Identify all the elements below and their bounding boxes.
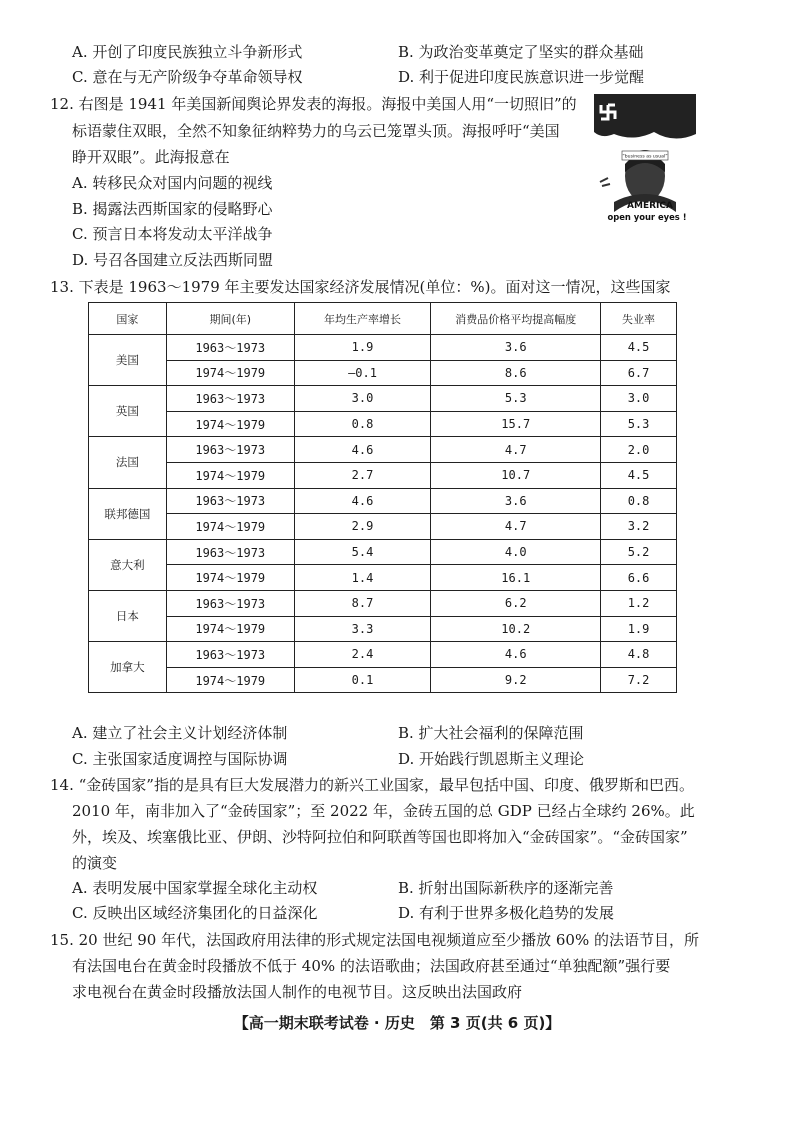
price-increase-cell: 6.2 <box>431 590 601 616</box>
q12-option-d: D. 号召各国建立反法西斯同盟 <box>72 251 274 269</box>
q13-option-b: B. 扩大社会福利的保障范围 <box>398 724 584 742</box>
q14-stem-line-1: 14. “金砖国家”指的是具有巨大发展潜力的新兴工业国家，最早包括中国、印度、俄罗斯和巴西。 <box>50 776 694 794</box>
period-cell: 1963～1973 <box>166 539 294 565</box>
q15-stem-line-2: 有法国电台在黄金时段播放不低于 40% 的法语歌曲；法国政府甚至通过“单独配额”强行要 <box>72 957 671 975</box>
q15-stem-line-3: 求电视台在黄金时段播放法国人制作的电视节目。这反映出法国政府 <box>72 983 523 1001</box>
productivity-growth-cell: 8.7 <box>294 590 431 616</box>
q12-option-c: C. 预言日本将发动太平洋战争 <box>72 225 273 243</box>
price-increase-cell: 10.7 <box>431 462 601 488</box>
productivity-growth-cell: 0.1 <box>294 667 431 693</box>
poster-caption-open-eyes: open your eyes ! <box>607 212 687 222</box>
q14-stem-line-3: 外，埃及、埃塞俄比亚、伊朗、沙特阿拉伯和阿联酋等国也即将加入“金砖国家”。“金砖国家” <box>72 828 688 846</box>
period-cell: 1963～1973 <box>166 642 294 668</box>
price-increase-cell: 4.6 <box>431 642 601 668</box>
country-cell: 美国 <box>89 335 167 386</box>
q13-option-d: D. 开始践行凯恩斯主义理论 <box>398 750 585 768</box>
table-row <box>89 642 677 668</box>
header-unemployment-rate: 失业率 <box>601 303 677 335</box>
unemployment-cell: 4.5 <box>601 335 677 361</box>
unemployment-cell: 1.2 <box>601 590 677 616</box>
q12-stem-line-1: 12. 右图是 1941 年美国新闻舆论界发表的海报。海报中美国人用“一切照旧”的 <box>50 95 577 113</box>
period-cell: 1974～1979 <box>166 411 294 437</box>
header-consumer-price-increase: 消费品价格平均提高幅度 <box>431 303 601 335</box>
productivity-growth-cell: 3.0 <box>294 386 431 412</box>
productivity-growth-cell: 2.4 <box>294 642 431 668</box>
productivity-growth-cell: 4.6 <box>294 437 431 463</box>
header-period: 期间(年) <box>166 303 294 335</box>
country-cell: 法国 <box>89 437 167 488</box>
unemployment-cell: 3.2 <box>601 514 677 540</box>
q12-stem-line-3: 睁开双眼”。此海报意在 <box>72 148 230 166</box>
q14-option-d: D. 有利于世界多极化趋势的发展 <box>398 904 615 922</box>
america-open-your-eyes-poster <box>594 94 696 226</box>
unemployment-cell: 1.9 <box>601 616 677 642</box>
economic-data-table <box>88 302 677 693</box>
table-row <box>89 411 677 437</box>
country-cell: 加拿大 <box>89 642 167 693</box>
price-increase-cell: 5.3 <box>431 386 601 412</box>
price-increase-cell: 4.7 <box>431 437 601 463</box>
header-productivity-growth: 年均生产率增长 <box>294 303 431 335</box>
price-increase-cell: 16.1 <box>431 565 601 591</box>
unemployment-cell: 5.2 <box>601 539 677 565</box>
country-cell: 联邦德国 <box>89 488 167 539</box>
period-cell: 1963～1973 <box>166 437 294 463</box>
q13-option-c: C. 主张国家适度调控与国际协调 <box>72 750 288 768</box>
q13-option-a: A. 建立了社会主义计划经济体制 <box>72 724 288 742</box>
q11-option-c: C. 意在与无产阶级争夺革命领导权 <box>72 68 303 86</box>
country-cell: 英国 <box>89 386 167 437</box>
table-row <box>89 565 677 591</box>
price-increase-cell: 10.2 <box>431 616 601 642</box>
q15-stem-line-1: 15. 20 世纪 90 年代，法国政府用法律的形式规定法国电视频道应至少播放 60% 的法语节目，所 <box>50 931 699 949</box>
q11-option-a: A. 开创了印度民族独立斗争新形式 <box>72 43 303 61</box>
unemployment-cell: 6.6 <box>601 565 677 591</box>
table-row <box>89 437 677 463</box>
productivity-growth-cell: 5.4 <box>294 539 431 565</box>
period-cell: 1974～1979 <box>166 565 294 591</box>
unemployment-cell: 7.2 <box>601 667 677 693</box>
q14-stem-line-4: 的演变 <box>72 854 118 872</box>
poster-caption-america: AMERICA <box>627 201 673 211</box>
price-increase-cell: 4.7 <box>431 514 601 540</box>
productivity-growth-cell: 1.4 <box>294 565 431 591</box>
table-row <box>89 335 677 361</box>
productivity-growth-cell: 2.9 <box>294 514 431 540</box>
q13-stem: 13. 下表是 1963～1979 年主要发达国家经济发展情况(单位：%)。面对这一情况，这些国家 <box>50 278 671 296</box>
unemployment-cell: 4.8 <box>601 642 677 668</box>
q14-option-a: A. 表明发展中国家掌握全球化主动权 <box>72 879 318 897</box>
unemployment-cell: 6.7 <box>601 360 677 386</box>
unemployment-cell: 5.3 <box>601 411 677 437</box>
table-row <box>89 386 677 412</box>
period-cell: 1974～1979 <box>166 616 294 642</box>
productivity-growth-cell: 1.9 <box>294 335 431 361</box>
table-row <box>89 590 677 616</box>
poster-blindfold-text: “business as usual” <box>622 154 668 160</box>
table-row <box>89 462 677 488</box>
table-row <box>89 667 677 693</box>
period-cell: 1974～1979 <box>166 667 294 693</box>
price-increase-cell: 3.6 <box>431 335 601 361</box>
q14-stem-line-2: 2010 年，南非加入了“金砖国家”；至 2022 年，金砖五国的总 GDP 已经占全球约 26%。此 <box>72 802 695 820</box>
table-row <box>89 488 677 514</box>
poster-illustration <box>594 94 696 226</box>
header-country: 国家 <box>89 303 167 335</box>
price-increase-cell: 3.6 <box>431 488 601 514</box>
period-cell: 1974～1979 <box>166 360 294 386</box>
q12-option-b: B. 揭露法西斯国家的侵略野心 <box>72 200 273 218</box>
price-increase-cell: 8.6 <box>431 360 601 386</box>
period-cell: 1974～1979 <box>166 462 294 488</box>
period-cell: 1963～1973 <box>166 386 294 412</box>
unemployment-cell: 3.0 <box>601 386 677 412</box>
productivity-growth-cell: —0.1 <box>294 360 431 386</box>
table-header-row <box>89 303 677 335</box>
table-row <box>89 539 677 565</box>
unemployment-cell: 2.0 <box>601 437 677 463</box>
productivity-growth-cell: 2.7 <box>294 462 431 488</box>
period-cell: 1963～1973 <box>166 590 294 616</box>
unemployment-cell: 4.5 <box>601 462 677 488</box>
price-increase-cell: 9.2 <box>431 667 601 693</box>
q12-option-a: A. 转移民众对国内问题的视线 <box>72 174 273 192</box>
period-cell: 1974～1979 <box>166 514 294 540</box>
period-cell: 1963～1973 <box>166 488 294 514</box>
table-row <box>89 360 677 386</box>
price-increase-cell: 15.7 <box>431 411 601 437</box>
productivity-growth-cell: 0.8 <box>294 411 431 437</box>
productivity-growth-cell: 4.6 <box>294 488 431 514</box>
productivity-growth-cell: 3.3 <box>294 616 431 642</box>
table-row <box>89 616 677 642</box>
table-row <box>89 514 677 540</box>
q14-option-c: C. 反映出区域经济集团化的日益深化 <box>72 904 318 922</box>
q11-option-b: B. 为政治变革奠定了坚实的群众基础 <box>398 43 644 61</box>
period-cell: 1963～1973 <box>166 335 294 361</box>
page-footer: 【高一期末联考试卷 · 历史 第 3 页(共 6 页)】 <box>233 1014 561 1032</box>
country-cell: 意大利 <box>89 539 167 590</box>
country-cell: 日本 <box>89 590 167 641</box>
price-increase-cell: 4.0 <box>431 539 601 565</box>
q12-stem-line-2: 标语蒙住双眼，全然不知象征纳粹势力的乌云已笼罩头顶。海报呼吁“美国 <box>72 122 560 140</box>
q11-option-d: D. 利于促进印度民族意识进一步觉醒 <box>398 68 645 86</box>
q14-option-b: B. 折射出国际新秩序的逐渐完善 <box>398 879 614 897</box>
unemployment-cell: 0.8 <box>601 488 677 514</box>
